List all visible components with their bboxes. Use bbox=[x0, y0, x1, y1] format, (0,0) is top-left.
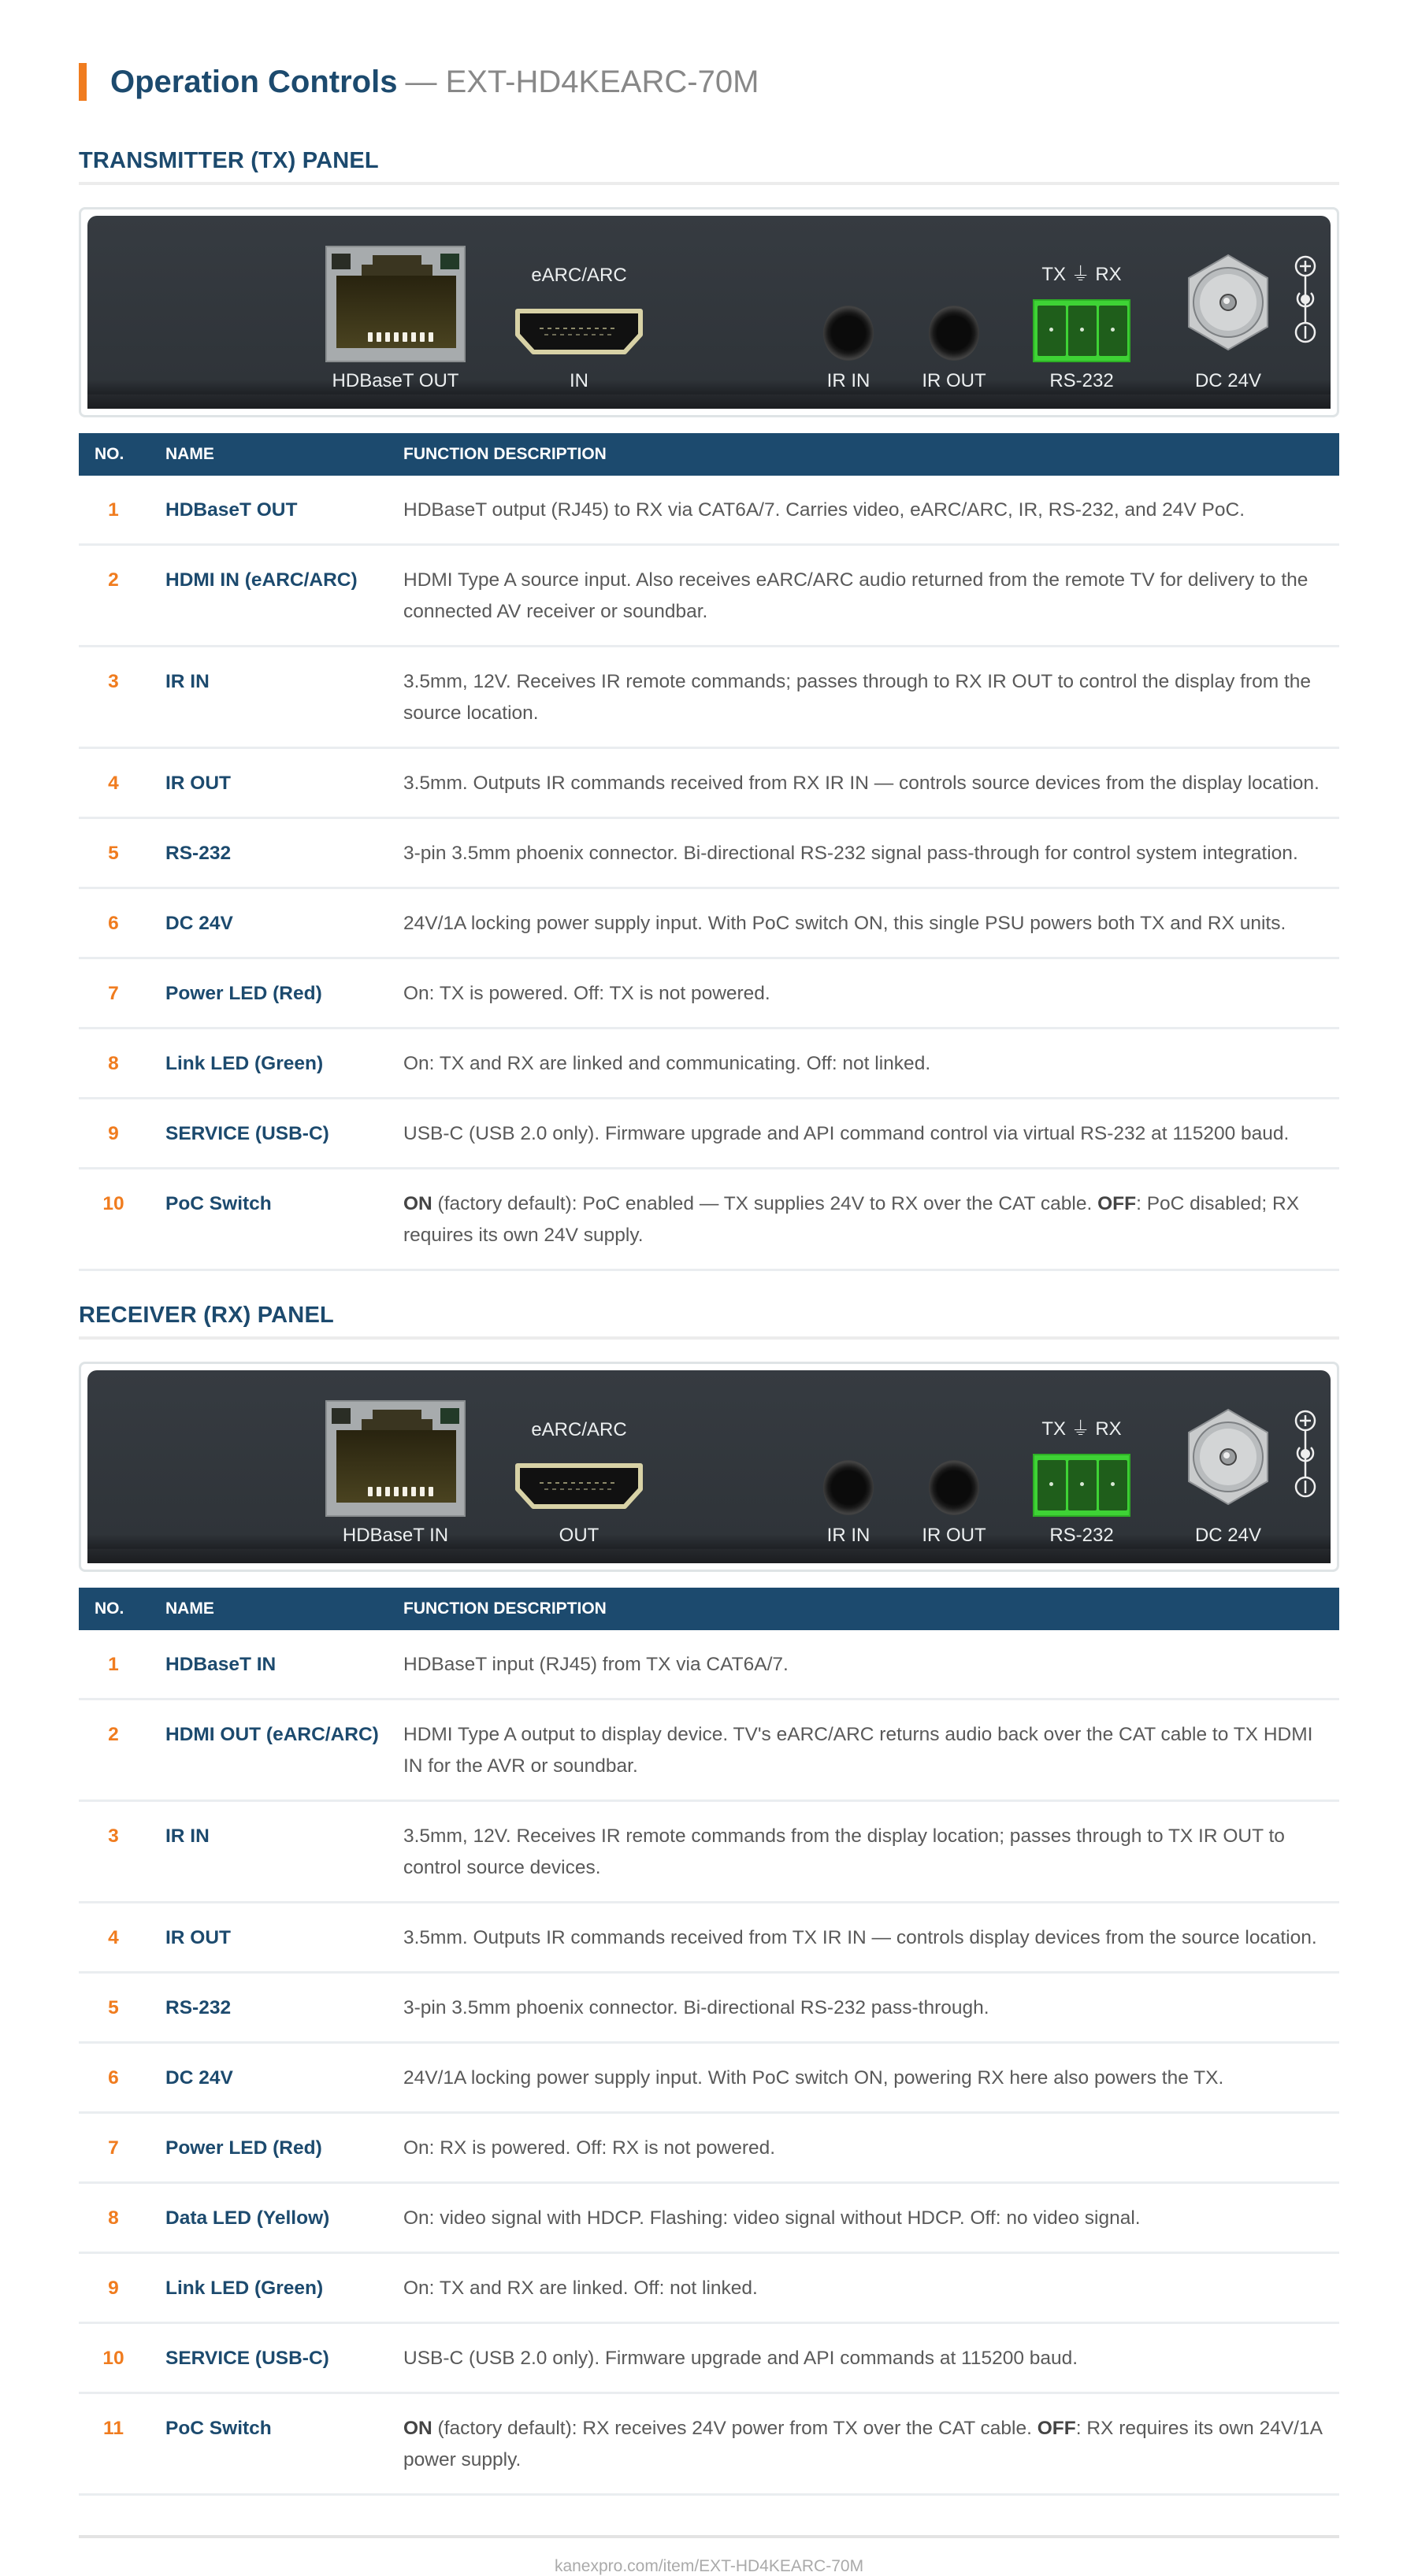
row-number: 10 bbox=[79, 2323, 158, 2393]
row-name: SERVICE (USB-C) bbox=[158, 2323, 395, 2393]
row-name: Link LED (Green) bbox=[158, 1029, 395, 1099]
row-description: USB-C (USB 2.0 only). Firmware upgrade and API commands at 115200 baud. bbox=[395, 2323, 1339, 2393]
column-header-name: NAME bbox=[158, 1588, 395, 1630]
table-row bbox=[79, 2043, 1339, 2113]
ir-out-jack-icon bbox=[929, 1460, 979, 1515]
table-row bbox=[79, 1973, 1339, 2043]
table-row bbox=[79, 647, 1339, 748]
table-row bbox=[79, 2323, 1339, 2393]
tx-panel bbox=[87, 216, 1331, 409]
label-hdmi-out: OUT bbox=[559, 1525, 599, 1546]
page-title-main: Operation Controls bbox=[110, 64, 398, 99]
row-description: 24V/1A locking power supply input. With PoC switch ON, this single PSU powers both TX and RX units. bbox=[395, 888, 1339, 958]
row-description: 3-pin 3.5mm phoenix connector. Bi-directional RS-232 signal pass-through for control system integration. bbox=[395, 818, 1339, 888]
row-number: 6 bbox=[79, 2043, 158, 2113]
row-description: On: TX and RX are linked and communicating. Off: not linked. bbox=[395, 1029, 1339, 1099]
hdmi-port-icon bbox=[513, 306, 645, 357]
page-title-model: — EXT-HD4KEARC-70M bbox=[405, 64, 759, 99]
row-name: HDBaseT OUT bbox=[158, 476, 395, 545]
row-description: 3-pin 3.5mm phoenix connector. Bi-directional RS-232 pass-through. bbox=[395, 1973, 1339, 2043]
row-description: ON (factory default): RX receives 24V power from TX over the CAT cable. OFF: RX requires its own 24V/1A power supply. bbox=[395, 2393, 1339, 2495]
hdmi-port-icon bbox=[513, 1461, 645, 1511]
table-row bbox=[79, 545, 1339, 647]
row-description: HDMI Type A output to display device. TV's eARC/ARC returns audio back over the CAT cable to TX HDMI IN for the AVR or soundbar. bbox=[395, 1699, 1339, 1801]
row-number: 4 bbox=[79, 1903, 158, 1973]
table-row bbox=[79, 1630, 1339, 1699]
table-row bbox=[79, 1699, 1339, 1801]
row-number: 5 bbox=[79, 818, 158, 888]
label-rs232: RS-232 bbox=[1049, 370, 1114, 391]
column-header-no: NO. bbox=[79, 433, 158, 476]
rx-panel-image bbox=[79, 1362, 1339, 1572]
rj45-port-icon bbox=[325, 1400, 466, 1517]
row-name: DC 24V bbox=[158, 888, 395, 958]
row-description: 3.5mm, 12V. Receives IR remote commands; passes through to RX IR OUT to control the display from the source location. bbox=[395, 647, 1339, 748]
row-name: IR OUT bbox=[158, 748, 395, 818]
dc-power-jack-icon bbox=[1186, 1408, 1271, 1506]
row-number: 11 bbox=[79, 2393, 158, 2495]
row-number: 6 bbox=[79, 888, 158, 958]
row-number: 1 bbox=[79, 1630, 158, 1699]
table-row bbox=[79, 818, 1339, 888]
label-hdmi-in: IN bbox=[570, 370, 588, 391]
phoenix-connector-icon bbox=[1033, 299, 1130, 362]
row-number: 1 bbox=[79, 476, 158, 545]
column-header-name: NAME bbox=[158, 433, 395, 476]
table-row bbox=[79, 1169, 1339, 1270]
row-number: 8 bbox=[79, 2183, 158, 2253]
row-description: HDBaseT input (RJ45) from TX via CAT6A/7. bbox=[395, 1630, 1339, 1699]
row-number: 2 bbox=[79, 1699, 158, 1801]
row-name: PoC Switch bbox=[158, 1169, 395, 1270]
table-row bbox=[79, 476, 1339, 545]
rx-panel bbox=[87, 1370, 1331, 1563]
led-icon bbox=[332, 254, 351, 269]
dc-power-jack-icon bbox=[1186, 254, 1271, 351]
row-name: HDBaseT IN bbox=[158, 1630, 395, 1699]
led-icon bbox=[440, 254, 459, 269]
row-number: 7 bbox=[79, 2113, 158, 2183]
row-name: PoC Switch bbox=[158, 2393, 395, 2495]
row-number: 2 bbox=[79, 545, 158, 647]
poc-off-label: OFF bbox=[1097, 1193, 1137, 1214]
tx-function-table bbox=[79, 433, 1339, 1271]
row-description: 3.5mm. Outputs IR commands received from RX IR IN — controls source devices from the display location. bbox=[395, 748, 1339, 818]
label-rs232: RS-232 bbox=[1049, 1525, 1114, 1546]
row-description: 24V/1A locking power supply input. With PoC switch ON, powering RX here also powers the TX. bbox=[395, 2043, 1339, 2113]
rx-function-table bbox=[79, 1588, 1339, 2496]
table-row bbox=[79, 748, 1339, 818]
row-name: Link LED (Green) bbox=[158, 2253, 395, 2323]
row-name: HDMI IN (eARC/ARC) bbox=[158, 545, 395, 647]
poc-on-label: ON bbox=[403, 2418, 432, 2439]
column-header-no: NO. bbox=[79, 1588, 158, 1630]
row-name: Power LED (Red) bbox=[158, 958, 395, 1029]
polarity-icon bbox=[1293, 255, 1318, 343]
row-description: On: TX is powered. Off: TX is not powered. bbox=[395, 958, 1339, 1029]
row-description: USB-C (USB 2.0 only). Firmware upgrade and API command control via virtual RS-232 at 115200 baud. bbox=[395, 1099, 1339, 1169]
tx-section-title: TRANSMITTER (TX) PANEL bbox=[79, 148, 1339, 185]
row-name: RS-232 bbox=[158, 1973, 395, 2043]
label-earc-arc: eARC/ARC bbox=[531, 265, 627, 286]
row-description: ON (factory default): PoC enabled — TX supplies 24V to RX over the CAT cable. OFF: PoC disabled; RX requires its own 24V supply. bbox=[395, 1169, 1339, 1270]
row-description: On: RX is powered. Off: RX is not powered. bbox=[395, 2113, 1339, 2183]
page-title bbox=[79, 63, 1339, 101]
column-header-description: FUNCTION DESCRIPTION bbox=[395, 433, 1339, 476]
row-name: IR IN bbox=[158, 1801, 395, 1903]
rx-section-title: RECEIVER (RX) PANEL bbox=[79, 1303, 1339, 1340]
table-row bbox=[79, 1029, 1339, 1099]
row-number: 7 bbox=[79, 958, 158, 1029]
table-row bbox=[79, 2113, 1339, 2183]
label-rs232-pins: TX ⏚ RX bbox=[1041, 264, 1122, 285]
label-ir-out: IR OUT bbox=[922, 370, 986, 391]
row-number: 9 bbox=[79, 2253, 158, 2323]
ir-in-jack-icon bbox=[823, 306, 874, 361]
ir-in-jack-icon bbox=[823, 1460, 874, 1515]
row-number: 4 bbox=[79, 748, 158, 818]
label-ir-in: IR IN bbox=[826, 1525, 870, 1546]
label-dc-24v: DC 24V bbox=[1194, 370, 1262, 391]
label-hdbaset-out: HDBaseT OUT bbox=[332, 370, 459, 391]
row-description: On: video signal with HDCP. Flashing: video signal without HDCP. Off: no video signal. bbox=[395, 2183, 1339, 2253]
row-number: 5 bbox=[79, 1973, 158, 2043]
table-header-row bbox=[79, 433, 1339, 476]
footer bbox=[79, 2535, 1339, 2576]
row-name: DC 24V bbox=[158, 2043, 395, 2113]
row-description: HDMI Type A source input. Also receives eARC/ARC audio returned from the remote TV for delivery to the connected AV receiver or soundbar. bbox=[395, 545, 1339, 647]
row-description: On: TX and RX are linked. Off: not linked. bbox=[395, 2253, 1339, 2323]
row-description: HDBaseT output (RJ45) to RX via CAT6A/7. Carries video, eARC/ARC, IR, RS-232, and 24V PoC. bbox=[395, 476, 1339, 545]
table-header-row bbox=[79, 1588, 1339, 1630]
row-name: RS-232 bbox=[158, 818, 395, 888]
polarity-icon bbox=[1293, 1410, 1318, 1498]
table-row bbox=[79, 2393, 1339, 2495]
table-row bbox=[79, 1801, 1339, 1903]
ir-out-jack-icon bbox=[929, 306, 979, 361]
poc-off-label: OFF bbox=[1037, 2418, 1076, 2439]
label-dc-24v: DC 24V bbox=[1194, 1525, 1262, 1546]
tx-panel-image bbox=[79, 207, 1339, 417]
table-row bbox=[79, 2183, 1339, 2253]
table-row bbox=[79, 958, 1339, 1029]
row-description: 3.5mm. Outputs IR commands received from TX IR IN — controls display devices from the source location. bbox=[395, 1903, 1339, 1973]
row-number: 8 bbox=[79, 1029, 158, 1099]
row-number: 3 bbox=[79, 1801, 158, 1903]
table-row bbox=[79, 888, 1339, 958]
led-icon bbox=[332, 1408, 351, 1424]
row-description: 3.5mm, 12V. Receives IR remote commands from the display location; passes through to TX IR OUT to control source devices. bbox=[395, 1801, 1339, 1903]
label-ir-out: IR OUT bbox=[922, 1525, 986, 1546]
label-ir-in: IR IN bbox=[826, 370, 870, 391]
row-name: SERVICE (USB-C) bbox=[158, 1099, 395, 1169]
row-number: 9 bbox=[79, 1099, 158, 1169]
rj45-port-icon bbox=[325, 246, 466, 362]
label-earc-arc: eARC/ARC bbox=[531, 1419, 627, 1440]
column-header-description: FUNCTION DESCRIPTION bbox=[395, 1588, 1339, 1630]
row-name: HDMI OUT (eARC/ARC) bbox=[158, 1699, 395, 1801]
footer-url: kanexpro.com/item/EXT-HD4KEARC-70M bbox=[554, 2557, 864, 2575]
row-number: 3 bbox=[79, 647, 158, 748]
row-name: IR OUT bbox=[158, 1903, 395, 1973]
row-name: IR IN bbox=[158, 647, 395, 748]
label-hdbaset-in: HDBaseT IN bbox=[342, 1525, 449, 1546]
row-name: Data LED (Yellow) bbox=[158, 2183, 395, 2253]
row-name: Power LED (Red) bbox=[158, 2113, 395, 2183]
row-number: 10 bbox=[79, 1169, 158, 1270]
table-row bbox=[79, 1903, 1339, 1973]
led-icon bbox=[440, 1408, 459, 1424]
table-row bbox=[79, 2253, 1339, 2323]
poc-on-label: ON bbox=[403, 1193, 432, 1214]
table-row bbox=[79, 1099, 1339, 1169]
phoenix-connector-icon bbox=[1033, 1454, 1130, 1517]
label-rs232-pins: TX ⏚ RX bbox=[1041, 1418, 1122, 1440]
